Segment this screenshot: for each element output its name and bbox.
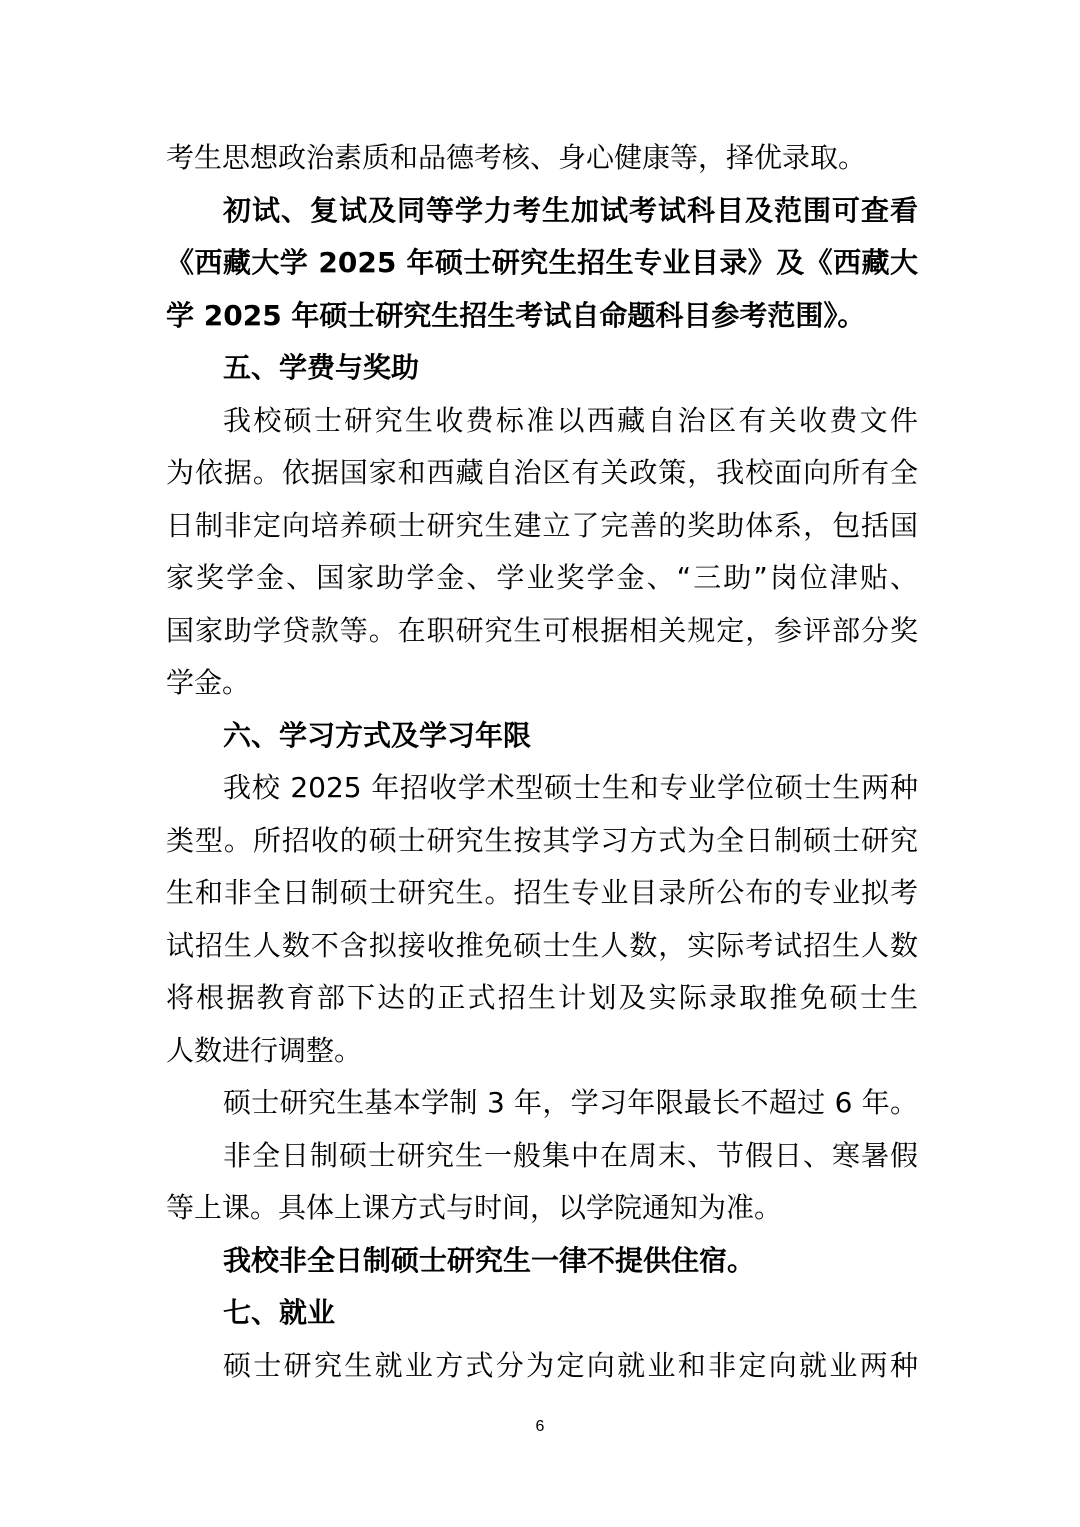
paragraph-line: 人数进行调整。 <box>166 1033 363 1067</box>
bold-notice-line: 初试、复试及同等学力考生加试考试科目及范围可查看 <box>223 193 918 227</box>
paragraph-line: 学金。 <box>166 666 251 699</box>
section-heading-tuition: 五、学费与奖助 <box>223 351 420 384</box>
document-body <box>166 132 918 1392</box>
bold-notice-line: 我校非全日制硕士研究生一律不提供住宿。 <box>223 1243 756 1277</box>
paragraph-line: 国家助学贷款等。在职研究生可根据相关规定，参评部分奖 <box>166 613 918 647</box>
page-number: 6 <box>535 1418 545 1435</box>
paragraph-line: 我校 2025 年招收学术型硕士生和专业学位硕士生两种 <box>223 771 918 804</box>
paragraph-line: 硕士研究生基本学制 3 年，学习年限最长不超过 6 年。 <box>223 1086 918 1119</box>
bold-notice-line: 《西藏大学 2025 年硕士研究生招生专业目录》及《西藏大 <box>166 246 918 279</box>
paragraph-line: 类型。所招收的硕士研究生按其学习方式为全日制硕士研究 <box>166 823 918 857</box>
paragraph-line: 硕士研究生就业方式分为定向就业和非定向就业两种 <box>223 1348 918 1382</box>
section-heading-study-mode: 六、学习方式及学习年限 <box>223 718 532 752</box>
paragraph-line: 将根据教育部下达的正式招生计划及实际录取推免硕士生 <box>166 981 918 1014</box>
paragraph-line: 日制非定向培养硕士研究生建立了完善的奖助体系，包括国 <box>166 508 918 542</box>
paragraph-line: 家奖学金、国家助学金、学业奖学金、“三助”岗位津贴、 <box>166 561 918 594</box>
paragraph-line: 我校硕士研究生收费标准以西藏自治区有关收费文件 <box>223 403 918 437</box>
section-heading-employment: 七、就业 <box>223 1296 336 1329</box>
paragraph-line: 非全日制硕士研究生一般集中在周末、节假日、寒暑假 <box>223 1138 918 1172</box>
paragraph-line: 考生思想政治素质和品德考核、身心健康等，择优录取。 <box>166 141 867 174</box>
paragraph-line: 生和非全日制硕士研究生。招生专业目录所公布的专业拟考 <box>166 876 918 909</box>
bold-notice-line: 学 2025 年硕士研究生招生考试自命题科目参考范围》。 <box>166 298 866 332</box>
paragraph-line: 等上课。具体上课方式与时间，以学院通知为准。 <box>166 1191 783 1224</box>
paragraph-line: 试招生人数不含拟接收推免硕士生人数，实际考试招生人数 <box>166 928 918 962</box>
paragraph-line: 为依据。依据国家和西藏自治区有关政策，我校面向所有全 <box>166 456 918 489</box>
